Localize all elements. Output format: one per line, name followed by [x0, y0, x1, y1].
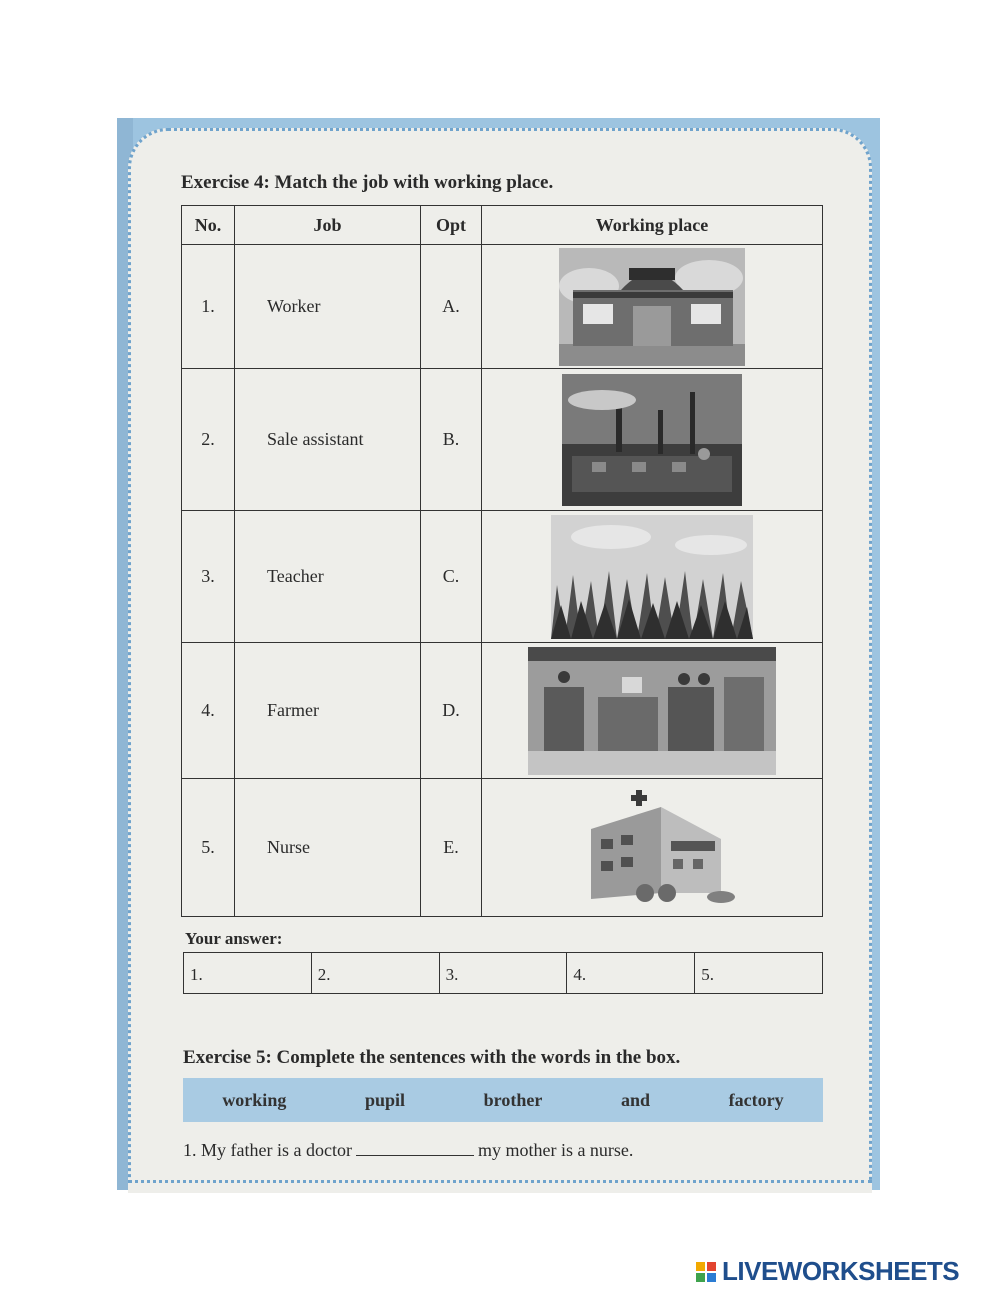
- row-place: [482, 511, 823, 643]
- header-no: No.: [182, 206, 235, 245]
- word-and: and: [620, 1089, 650, 1110]
- your-answer-label: Your answer:: [185, 929, 283, 948]
- table-row: [182, 369, 823, 511]
- row-option: D.: [421, 643, 482, 779]
- sentence-1-end: my mother is a nurse.: [477, 1140, 634, 1160]
- row-job: Nurse: [235, 779, 421, 917]
- row-number: 2.: [182, 369, 235, 511]
- answer-field-3[interactable]: 3.: [439, 953, 567, 994]
- row-option: A.: [421, 245, 482, 369]
- table-row: [182, 643, 823, 779]
- exercise4-title: Exercise 4: Match the job with working place.: [181, 172, 554, 193]
- match-table: [181, 205, 823, 917]
- logo-text: LIVEWORKSHEETS: [722, 1256, 960, 1286]
- factory-image: [562, 374, 742, 506]
- table-row: [182, 245, 823, 369]
- row-place: [482, 779, 823, 917]
- row-job: Worker: [235, 245, 421, 369]
- row-place: [482, 369, 823, 511]
- row-number: 3.: [182, 511, 235, 643]
- row-place: [482, 643, 823, 779]
- row-job: Sale assistant: [235, 369, 421, 511]
- header-job: Job: [235, 206, 421, 245]
- answer-field-4[interactable]: 4.: [567, 953, 695, 994]
- row-option: C.: [421, 511, 482, 643]
- answer-field-5[interactable]: 5.: [695, 953, 823, 994]
- row-job: Farmer: [235, 643, 421, 779]
- row-number: 1.: [182, 245, 235, 369]
- sentence-1-blank[interactable]: [356, 1155, 474, 1156]
- row-number: 4.: [182, 643, 235, 779]
- row-number: 5.: [182, 779, 235, 917]
- clothes-shop-image: [528, 647, 776, 775]
- sentence-1: [183, 1140, 633, 1161]
- answer-table: [183, 952, 823, 994]
- hospital-image: [561, 789, 743, 907]
- rice-field-image: [551, 515, 753, 639]
- answer-field-2[interactable]: 2.: [311, 953, 439, 994]
- row-option: E.: [421, 779, 482, 917]
- liveworksheets-logo: [696, 1256, 959, 1287]
- logo-icon: [696, 1262, 716, 1282]
- table-header-row: [182, 206, 823, 245]
- table-row: [182, 779, 823, 917]
- word-box: [183, 1078, 823, 1122]
- page-bottom-border: [128, 1180, 872, 1193]
- row-job: Teacher: [235, 511, 421, 643]
- header-opt: Opt: [421, 206, 482, 245]
- word-pupil: pupil: [364, 1089, 406, 1110]
- shopping-mall-image: [559, 248, 745, 366]
- answer-field-1[interactable]: 1.: [184, 953, 312, 994]
- word-factory: factory: [728, 1089, 784, 1110]
- row-option: B.: [421, 369, 482, 511]
- table-row: [182, 511, 823, 643]
- row-place: [482, 245, 823, 369]
- word-brother: brother: [483, 1089, 543, 1110]
- exercise5-title: Exercise 5: Complete the sentences with the words in the box.: [183, 1047, 681, 1068]
- sentence-1-start: 1. My father is a doctor: [183, 1140, 352, 1160]
- header-working-place: Working place: [482, 206, 823, 245]
- word-working: working: [222, 1089, 287, 1110]
